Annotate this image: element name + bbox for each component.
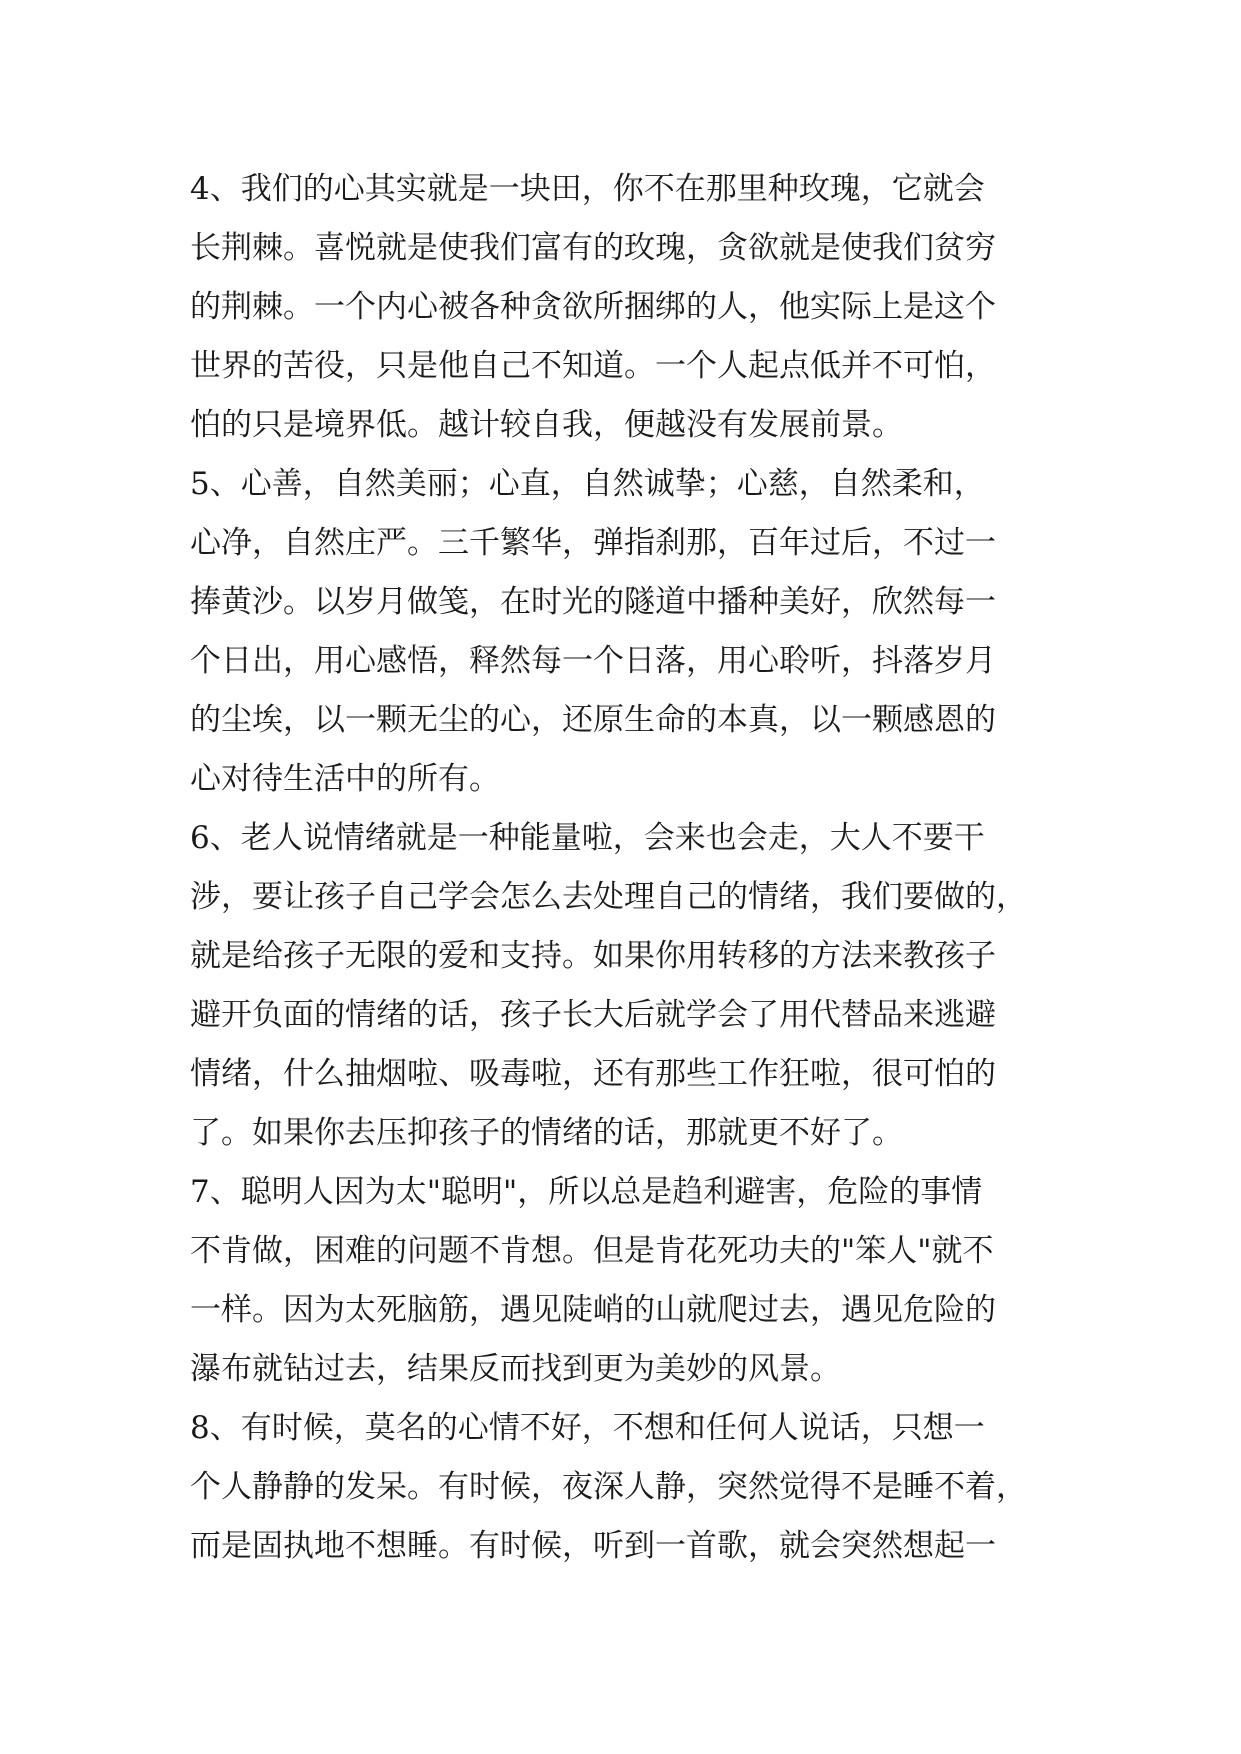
text-line: 个日出，用心感悟，释然每一个日落，用心聆听，抖落岁月 — [190, 643, 996, 679]
text-line: 世界的苦役，只是他自己不知道。一个人起点低并不可怕， — [190, 348, 996, 384]
text-line: 的尘埃，以一颗无尘的心，还原生命的本真，以一颗感恩的 — [190, 702, 996, 738]
text-line: 一样。因为太死脑筋，遇见陡峭的山就爬过去，遇见危险的 — [190, 1292, 996, 1328]
text-line: 瀑布就钻过去，结果反而找到更为美妙的风景。 — [190, 1351, 841, 1387]
text-line: 而是固执地不想睡。有时候，听到一首歌，就会突然想起一 — [190, 1528, 996, 1564]
text-line: 心对待生活中的所有。 — [190, 761, 500, 797]
text-line: 8、有时候，莫名的心情不好，不想和任何人说话，只想一 — [190, 1410, 985, 1446]
text-line: 不肯做，困难的问题不肯想。但是肯花死功夫的"笨人"就不 — [190, 1233, 994, 1269]
text-line: 长荆棘。喜悦就是使我们富有的玫瑰，贪欲就是使我们贫穷 — [190, 230, 996, 266]
text-line: 4、我们的心其实就是一块田，你不在那里种玫瑰，它就会 — [190, 171, 985, 207]
text-line: 避开负面的情绪的话，孩子长大后就学会了用代替品来逃避 — [190, 997, 996, 1033]
text-line: 涉，要让孩子自己学会怎么去处理自己的情绪，我们要做的， — [190, 879, 1027, 915]
text-line: 5、心善，自然美丽；心直，自然诚挚；心慈，自然柔和， — [190, 466, 985, 502]
text-line: 捧黄沙。以岁月做笺，在时光的隧道中播种美好，欣然每一 — [190, 584, 996, 620]
text-line: 的荆棘。一个内心被各种贪欲所捆绑的人，他实际上是这个 — [190, 289, 996, 325]
text-line: 就是给孩子无限的爱和支持。如果你用转移的方法来教孩子 — [190, 938, 996, 974]
text-line: 6、老人说情绪就是一种能量啦，会来也会走，大人不要干 — [190, 820, 985, 856]
text-line: 怕的只是境界低。越计较自我，便越没有发展前景。 — [190, 407, 903, 443]
text-line: 情绪，什么抽烟啦、吸毒啦，还有那些工作狂啦，很可怕的 — [190, 1056, 996, 1092]
text-line: 个人静静的发呆。有时候，夜深人静，突然觉得不是睡不着， — [190, 1469, 1027, 1505]
text-line: 7、聪明人因为太"聪明"，所以总是趋利避害，危险的事情 — [190, 1174, 983, 1210]
document-body — [190, 160, 1060, 1576]
text-line: 心净，自然庄严。三千繁华，弹指刹那，百年过后，不过一 — [190, 525, 996, 561]
text-line: 了。如果你去压抑孩子的情绪的话，那就更不好了。 — [190, 1115, 903, 1151]
